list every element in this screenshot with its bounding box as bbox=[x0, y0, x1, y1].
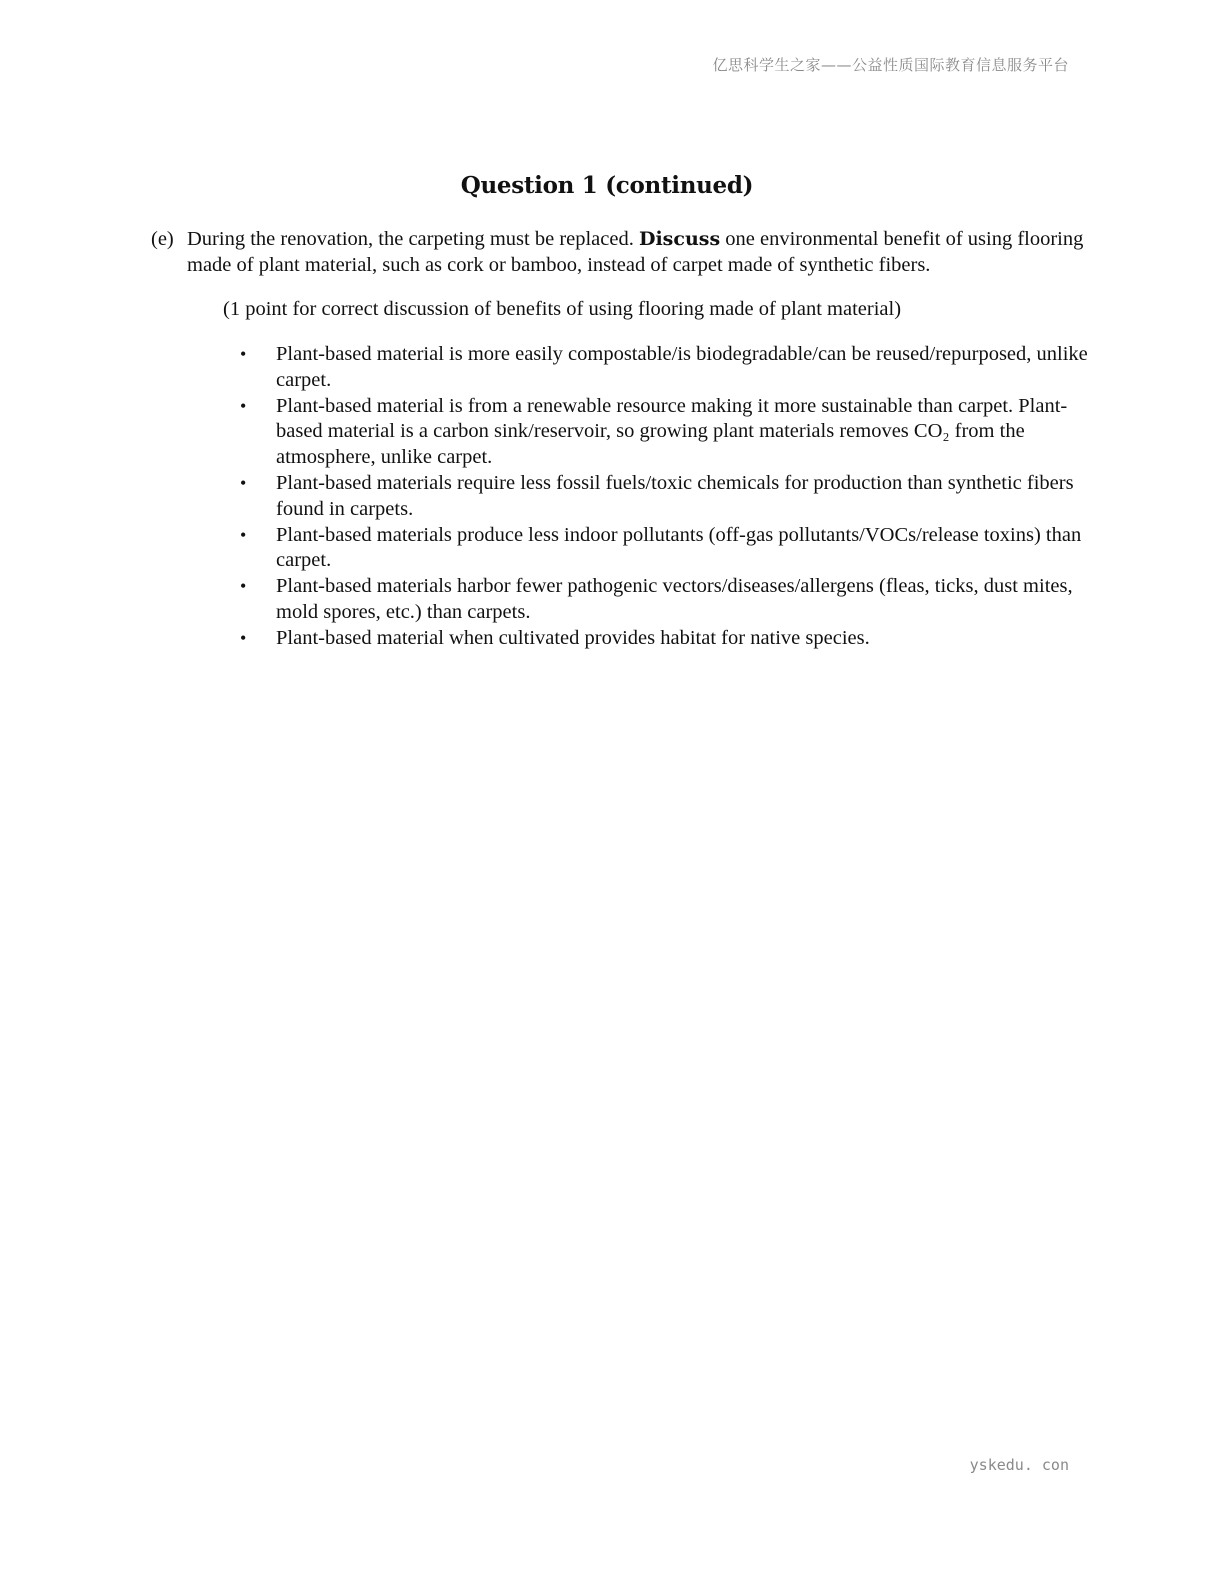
answer-text: Plant-based material is more easily compostable/is biodegradable/can be reused/repurposed, unlike carpet. bbox=[276, 343, 1088, 391]
list-item bbox=[240, 471, 1110, 523]
bullet-icon: • bbox=[240, 472, 247, 493]
question-part-e bbox=[151, 226, 1111, 278]
answer-text: Plant-based materials harbor fewer pathogenic vectors/diseases/allergens (fleas, ticks, dust mites, mold spores, etc.) than carpets. bbox=[276, 575, 1073, 623]
answer-list bbox=[240, 342, 1110, 652]
bullet-icon: • bbox=[240, 395, 247, 416]
prompt-text-before: During the renovation, the carpeting must be replaced. bbox=[187, 228, 639, 250]
header-watermark: 亿思科学生之家——公益性质国际教育信息服务平台 bbox=[712, 56, 1069, 74]
part-label: (e) bbox=[151, 228, 174, 250]
scoring-note: (1 point for correct discussion of benefits of using flooring made of plant material) bbox=[223, 298, 902, 320]
answer-text: Plant-based materials produce less indoor pollutants (off-gas pollutants/VOCs/release toxins) than carpet. bbox=[276, 523, 1082, 572]
bullet-icon: • bbox=[240, 576, 247, 597]
page-title: Question 1 (continued) bbox=[460, 172, 754, 199]
list-item bbox=[240, 342, 1110, 394]
bullet-icon: • bbox=[240, 344, 247, 364]
list-item bbox=[240, 574, 1110, 626]
list-item bbox=[240, 394, 1110, 471]
bullet-icon: • bbox=[240, 524, 247, 545]
prompt-text-after: one environmental benefit of using flooring made of plant material, such as cork or bamboo, instead of carpet made of synthetic fibers. bbox=[187, 228, 1084, 276]
answer-text: Plant-based materials require less fossil fuels/toxic chemicals for production than synthetic fibers found in carpets. bbox=[276, 471, 1074, 520]
part-prompt bbox=[187, 226, 1111, 278]
bullet-icon: • bbox=[240, 627, 247, 648]
list-item bbox=[240, 626, 1110, 652]
footer-watermark: yskedu. con bbox=[969, 1456, 1069, 1474]
answer-text: Plant-based material when cultivated provides habitat for native species. bbox=[276, 626, 870, 649]
list-item bbox=[240, 523, 1110, 575]
answer-text: Plant-based material is from a renewable resource making it more sustainable than carpet. Plant-based material is a carbon sink/reservoir, so growing plant materials removes CO₂ from the atmosphere, unlike carpet. bbox=[276, 394, 1068, 469]
prompt-keyword: Discuss bbox=[638, 228, 721, 250]
